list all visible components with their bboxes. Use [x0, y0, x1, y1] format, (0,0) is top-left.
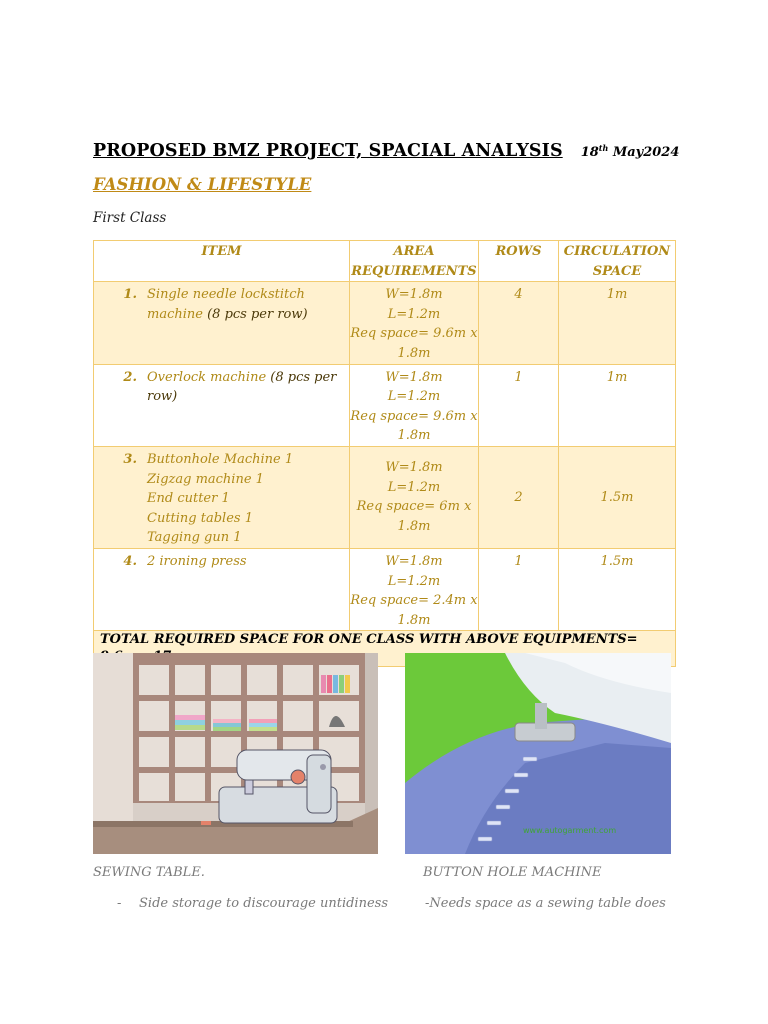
row-number: 1. — [123, 287, 137, 303]
image-watermark: www.autogarment.com — [523, 826, 617, 835]
row-item-note: (8 pcs per row) — [147, 369, 337, 405]
row-item — [147, 285, 349, 324]
row-area-w: W=1.8m — [385, 287, 443, 303]
row-number: 4. — [123, 553, 137, 569]
document-title: PROPOSED BMZ PROJECT, SPACIAL ANALYSIS — [93, 141, 563, 161]
table-row — [94, 446, 676, 548]
row-item — [147, 368, 349, 407]
row-area-l: L=1.2m — [387, 573, 441, 589]
date-day: 18 — [580, 145, 599, 160]
row-area-req: Req space= 9.6m x 1.8m — [350, 408, 478, 444]
row-item-line: Buttonhole Machine 1 — [147, 451, 294, 467]
row-item-line: Tagging gun 1 — [147, 530, 242, 546]
date-rest: May2024 — [608, 145, 680, 160]
space-requirements-table — [93, 240, 676, 667]
sewing-table-caption: SEWING TABLE. — [93, 865, 205, 880]
date-suffix: th — [598, 143, 609, 153]
row-rows: 1 — [479, 364, 559, 446]
section-heading: FASHION & LIFESTYLE — [93, 175, 312, 194]
row-area-l: L=1.2m — [387, 389, 441, 405]
buttonhole-machine-note: -Needs space as a sewing table does — [425, 896, 666, 911]
row-number: 3. — [123, 451, 137, 467]
header-circulation: CIRCULATION SPACE — [559, 241, 676, 282]
table-row — [94, 548, 676, 630]
row-area-w: W=1.8m — [385, 460, 443, 476]
class-label: First Class — [93, 210, 167, 226]
buttonhole-machine-caption: BUTTON HOLE MACHINE — [423, 865, 602, 880]
row-rows: 2 — [479, 446, 559, 548]
row-item-line: Cutting tables 1 — [147, 510, 253, 526]
row-item-line: Zigzag machine 1 — [147, 471, 264, 487]
title-row — [93, 141, 679, 167]
row-circulation: 1m — [559, 364, 676, 446]
row-area-w: W=1.8m — [385, 369, 443, 385]
table-row — [94, 364, 676, 446]
row-rows: 1 — [479, 548, 559, 630]
row-area-w: W=1.8m — [385, 553, 443, 569]
total-space-text: TOTAL REQUIRED SPACE FOR ONE CLASS WITH ABOVE EQUIPMENTS= — [94, 631, 676, 667]
row-circulation: 1.5m — [559, 548, 676, 630]
row-area-l: L=1.2m — [387, 306, 441, 322]
table-header-row — [94, 241, 676, 282]
row-area-req: Req space= 2.4m x 1.8m — [350, 593, 478, 628]
row-item-note: (8 pcs per row) — [202, 306, 308, 322]
row-number: 2. — [123, 369, 137, 385]
row-circulation: 1m — [559, 282, 676, 364]
sewing-table-note-text: Side storage to discourage untidiness — [139, 896, 388, 911]
row-area-req: Req space= 6m x 1.8m — [356, 499, 472, 535]
row-area-l: L=1.2m — [387, 479, 441, 495]
row-item-line: End cutter 1 — [147, 491, 230, 507]
bullet-dash: - — [117, 896, 122, 911]
row-item — [147, 450, 349, 548]
sewing-table-image — [93, 653, 378, 854]
buttonhole-machine-image — [405, 653, 671, 854]
row-rows: 4 — [479, 282, 559, 364]
row-area-req: Req space= 9.6m x 1.8m — [350, 326, 478, 361]
header-area: AREA REQUIREMENTS — [350, 241, 479, 282]
sewing-table-note — [117, 896, 388, 911]
header-item: ITEM — [94, 241, 350, 282]
document-date — [581, 143, 680, 160]
row-circulation: 1.5m — [559, 446, 676, 548]
row-item-name: Overlock machine — [147, 369, 267, 385]
row-item-name: 2 ironing press — [147, 553, 247, 569]
header-rows: ROWS — [479, 241, 559, 282]
table-row — [94, 282, 676, 364]
row-item-name: Single needle lockstitch machine — [147, 287, 305, 322]
